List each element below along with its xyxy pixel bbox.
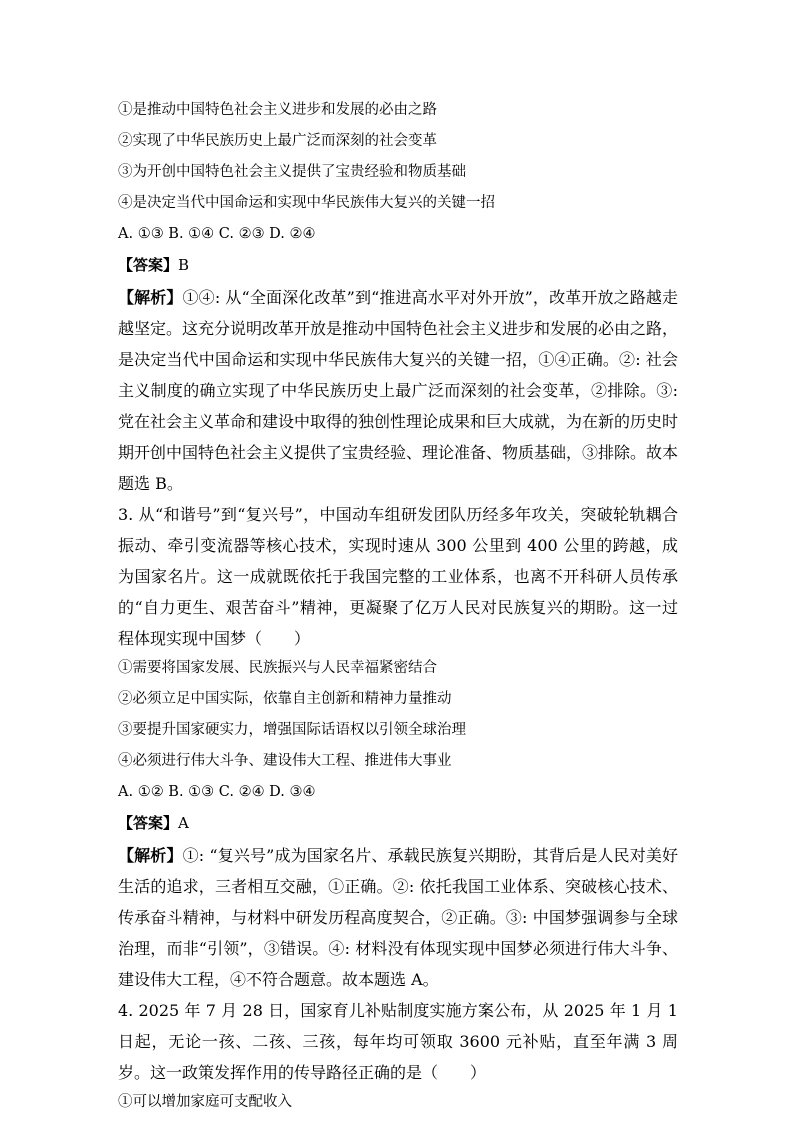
q2-analysis [118, 282, 678, 499]
q3-option-4: ④必须进行伟大斗争、建设伟大工程、推进伟大事业 [118, 753, 452, 769]
q3-answer-label: 【答案】 [118, 814, 179, 832]
q2-answer-value: B [178, 256, 190, 274]
q2-option-4: ④是决定当代中国命运和实现中华民族伟大复兴的关键一招 [118, 195, 495, 211]
q3-analysis-label: 【解析】 [118, 846, 183, 865]
q3-stem: 3. 从“和谐号”到“复兴号”，中国动车组研发团队历经多年攻关，突破轮轨耦合振动、牵引变流器等核心技术，实现时速从 300 公里到 400 公里的跨越，成为国家名片。这一成就既依托于我国完整的工业体系，也离不开科研人员传承的“自力更生、艰苦奋斗”精神，更凝聚了亿万人民对民族复兴的期盼。这一过程体现实现中国梦（ ） [118, 505, 678, 648]
q2-option-1: ①是推动中国特色社会主义进步和发展的必由之路 [118, 102, 437, 118]
q3-analysis-text: ①: “复兴号”成为国家名片、承载民族复兴期盼，其背后是人民对美好生活的追求，三者相互交融，①正确。②: 依托我国工业体系、突破核心技术、传承奋斗精神，与材料中研发历程高度契合，②正确。③: 中国梦强调参与全球治理，而非“引领”，③错误。④: 材料没有体现实现中国梦必须进行伟大斗争、建设伟大工程，④不符合题意。故本题选 A。 [118, 846, 678, 989]
q4-stem: 4. 2025 年 7 月 28 日，国家育儿补贴制度实施方案公布，从 2025 年 1 月 1 日起，无论一孩、二孩、三孩，每年均可领取 3600 元补贴，直至年满 3 周岁。这一政策发挥作用的传导路径正确的是（ ） [118, 1001, 678, 1082]
q2-option-3: ③为开创中国特色社会主义提供了宝贵经验和物质基础 [118, 164, 466, 180]
q4-option-1: ①可以增加家庭可支配收入 [118, 1094, 292, 1110]
q2-analysis-text: ①④: 从“全面深化改革”到“推进高水平对外开放”，改革开放之路越走越坚定。这充分说明改革开放是推动中国特色社会主义进步和发展的必由之路，是决定当代中国命运和实现中华民族伟大复兴的关键一招，①④正确。②: 社会主义制度的确立实现了中华民族历史上最广泛而深刻的社会变革，②排除。③: 党在社会主义革命和建设中取得的独创性理论成果和巨大成就，为在新的历史时期开创中国特色社会主义提供了宝贵经验、理论准备、物质基础，③排除。故本题选 B。 [118, 288, 679, 493]
q3-answer-value: A [178, 814, 189, 832]
q3-analysis [118, 840, 678, 995]
q3-option-1: ①需要将国家发展、民族振兴与人民幸福紧密结合 [118, 660, 437, 676]
q2-answer-label: 【答案】 [118, 256, 179, 274]
document-page [118, 100, 678, 1123]
q3-choices: A. ①② B. ①③ C. ②④ D. ③④ [118, 784, 316, 800]
q3-option-2: ②必须立足中国实际，依靠自主创新和精神力量推动 [118, 691, 452, 707]
q2-option-2: ②实现了中华民族历史上最广泛而深刻的社会变革 [118, 133, 437, 149]
q2-analysis-label: 【解析】 [118, 288, 183, 307]
q2-choices: A. ①③ B. ①④ C. ②③ D. ②④ [118, 226, 316, 242]
q3-option-3: ③要提升国家硬实力，增强国际话语权以引领全球治理 [118, 722, 466, 738]
